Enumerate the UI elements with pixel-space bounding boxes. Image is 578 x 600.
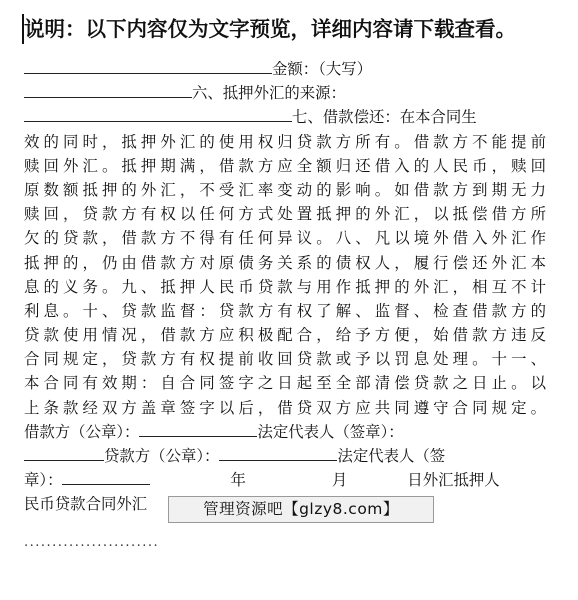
blank-underline [24, 58, 272, 74]
doc-line: 赎回，贷款方有权以任何方式处置抵押的外汇，以抵偿借方所 [24, 205, 546, 224]
doc-line: 合同规定，贷款方有权提前收回贷款或予以罚息处理。十一、 [24, 350, 546, 369]
doc-line: 利息。十、贷款监督：贷款方有权了解、监督、检查借款方的 [24, 301, 546, 320]
doc-line-signature-lender [24, 444, 546, 468]
doc-line-source [24, 81, 546, 105]
doc-line-date [24, 468, 546, 492]
doc-line: 上条款经双方盖章签字以后，借贷双方应共同遵守合同规定。 [24, 398, 546, 417]
preview-notice: 说明：以下内容仅为文字预览，详细内容请下载查看。 [24, 17, 516, 41]
blank-underline [24, 82, 192, 98]
doc-text: 六、抵押外汇的来源： [192, 84, 346, 103]
doc-line-signature-borrower [24, 420, 546, 444]
doc-line: 效的同时，抵押外汇的使用权归贷款方所有。借款方不能提前 [24, 132, 546, 151]
blank-underline [219, 445, 337, 461]
doc-line: 抵押的，仍由借款方对原债务关系的债权人，履行偿还外汇本 [24, 253, 546, 272]
date-year-label: 年 [230, 471, 246, 490]
doc-line-repayment [24, 105, 546, 129]
document-body [24, 57, 546, 517]
doc-line: 本合同有效期：自合同签字之日起至全部清偿贷款之日止。以 [24, 374, 546, 393]
site-watermark: 管理资源吧【glzy8.com】 [168, 496, 434, 523]
blank-underline [24, 106, 292, 122]
doc-line: 原数额抵押的外汇，不受汇率变动的影响。如借款方到期无力 [24, 180, 546, 199]
legal-rep-label: 法定代表人（签 [337, 447, 446, 465]
doc-line: 赎回外汇。抵押期满，借款方应全额归还借入的人民币，赎回 [24, 156, 546, 175]
borrower-seal-label: 借款方（公章）： [24, 422, 140, 441]
doc-text: 七、借款偿还：在本合同生 [292, 108, 477, 127]
doc-line: 欠的贷款，借款方不得有任何异议。八、凡以境外借入外汇作 [24, 229, 546, 248]
lender-seal-label: 贷款方（公章）： [104, 447, 220, 465]
ellipsis-dots: ........................ [24, 535, 160, 550]
doc-line: 贷款使用情况，借款方应积极配合，给予方便，始借款方违反 [24, 326, 546, 345]
legal-rep-label: 法定代表人（签章）： [257, 422, 404, 441]
doc-text: 金额：（大写） [272, 60, 373, 78]
doc-text: 日外汇抵押人 [407, 471, 500, 490]
doc-line: 民币贷款合同外汇 [24, 495, 148, 514]
doc-line-amount [24, 57, 546, 81]
date-month-label: 月 [331, 471, 348, 490]
doc-line: 息的义务。九、抵押人民币贷款与用作抵押的外汇，相互不计 [24, 277, 546, 296]
blank-underline [139, 421, 257, 437]
blank-underline [62, 469, 150, 485]
blank-underline [24, 445, 104, 461]
doc-text: 章）： [24, 471, 63, 490]
